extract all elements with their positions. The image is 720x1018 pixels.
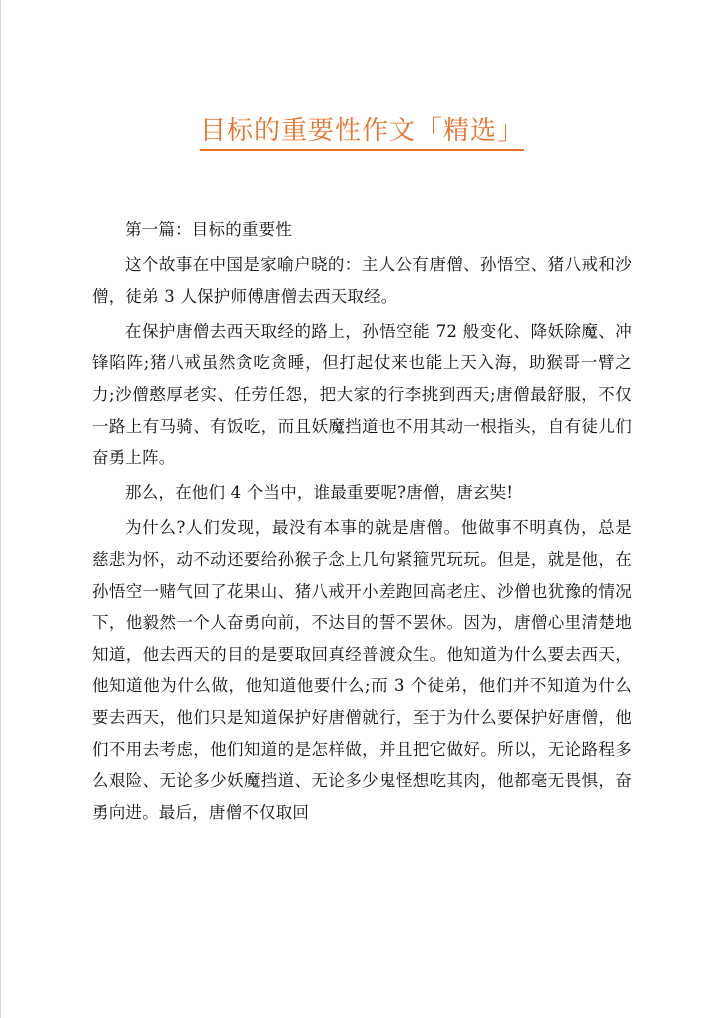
document-title: 目标的重要性作文「精选」 <box>200 114 524 151</box>
paragraph-2: 在保护唐僧去西天取经的路上，孙悟空能 72 般变化、降妖除魔、冲锋陷阵;猪八戒虽然贪吃贪睡，但打起仗来也能上天入海，助猴哥一臂之力;沙僧憨厚老实、任劳任怨，把大家的行李挑到西天;唐僧最舒服，不仅一路上有马骑、有饭吃，而且妖魔挡道也不用其动一根指头，自有徒儿们奋勇上阵。 <box>92 321 632 468</box>
paragraph-4: 为什么?人们发现，最没有本事的就是唐僧。他做事不明真伪，总是慈悲为怀，动不动还要给孙猴子念上几句紧箍咒玩玩。但是，就是他，在孙悟空一赌气回了花果山、猪八戒开小差跑回高老庄、沙僧也犹豫的情况下，他毅然一个人奋勇向前，不达目的誓不罢休。因为，唐僧心里清楚地知道，他去西天的目的是要取回真经普渡众生。他知道为什么要去西天，他知道他为什么做，他知道他要什么;而 3 个徒弟，他们并不知道为什么要去西天，他们只是知道保护好唐僧就行，至于为什么要保护好唐僧，他们不用去考虑，他们知道的是怎样做，并且把它做好。所以，无论路程多么艰险、无论多少妖魔挡道、无论多少鬼怪想吃其肉，他都毫无畏惧，奋勇向进。最后，唐僧不仅取回 <box>92 518 632 822</box>
paragraph-1: 这个故事在中国是家喻户晓的：主人公有唐僧、孙悟空、猪八戒和沙僧，徒弟 3 人保护师傅唐僧去西天取经。 <box>92 255 632 306</box>
page-edge <box>0 0 1 1018</box>
document-body <box>92 214 632 828</box>
section-heading: 第一篇：目标的重要性 <box>125 220 292 239</box>
paragraph-3: 那么，在他们 4 个当中，谁最重要呢?唐僧，唐玄奘! <box>125 483 514 503</box>
title-container <box>92 114 632 151</box>
